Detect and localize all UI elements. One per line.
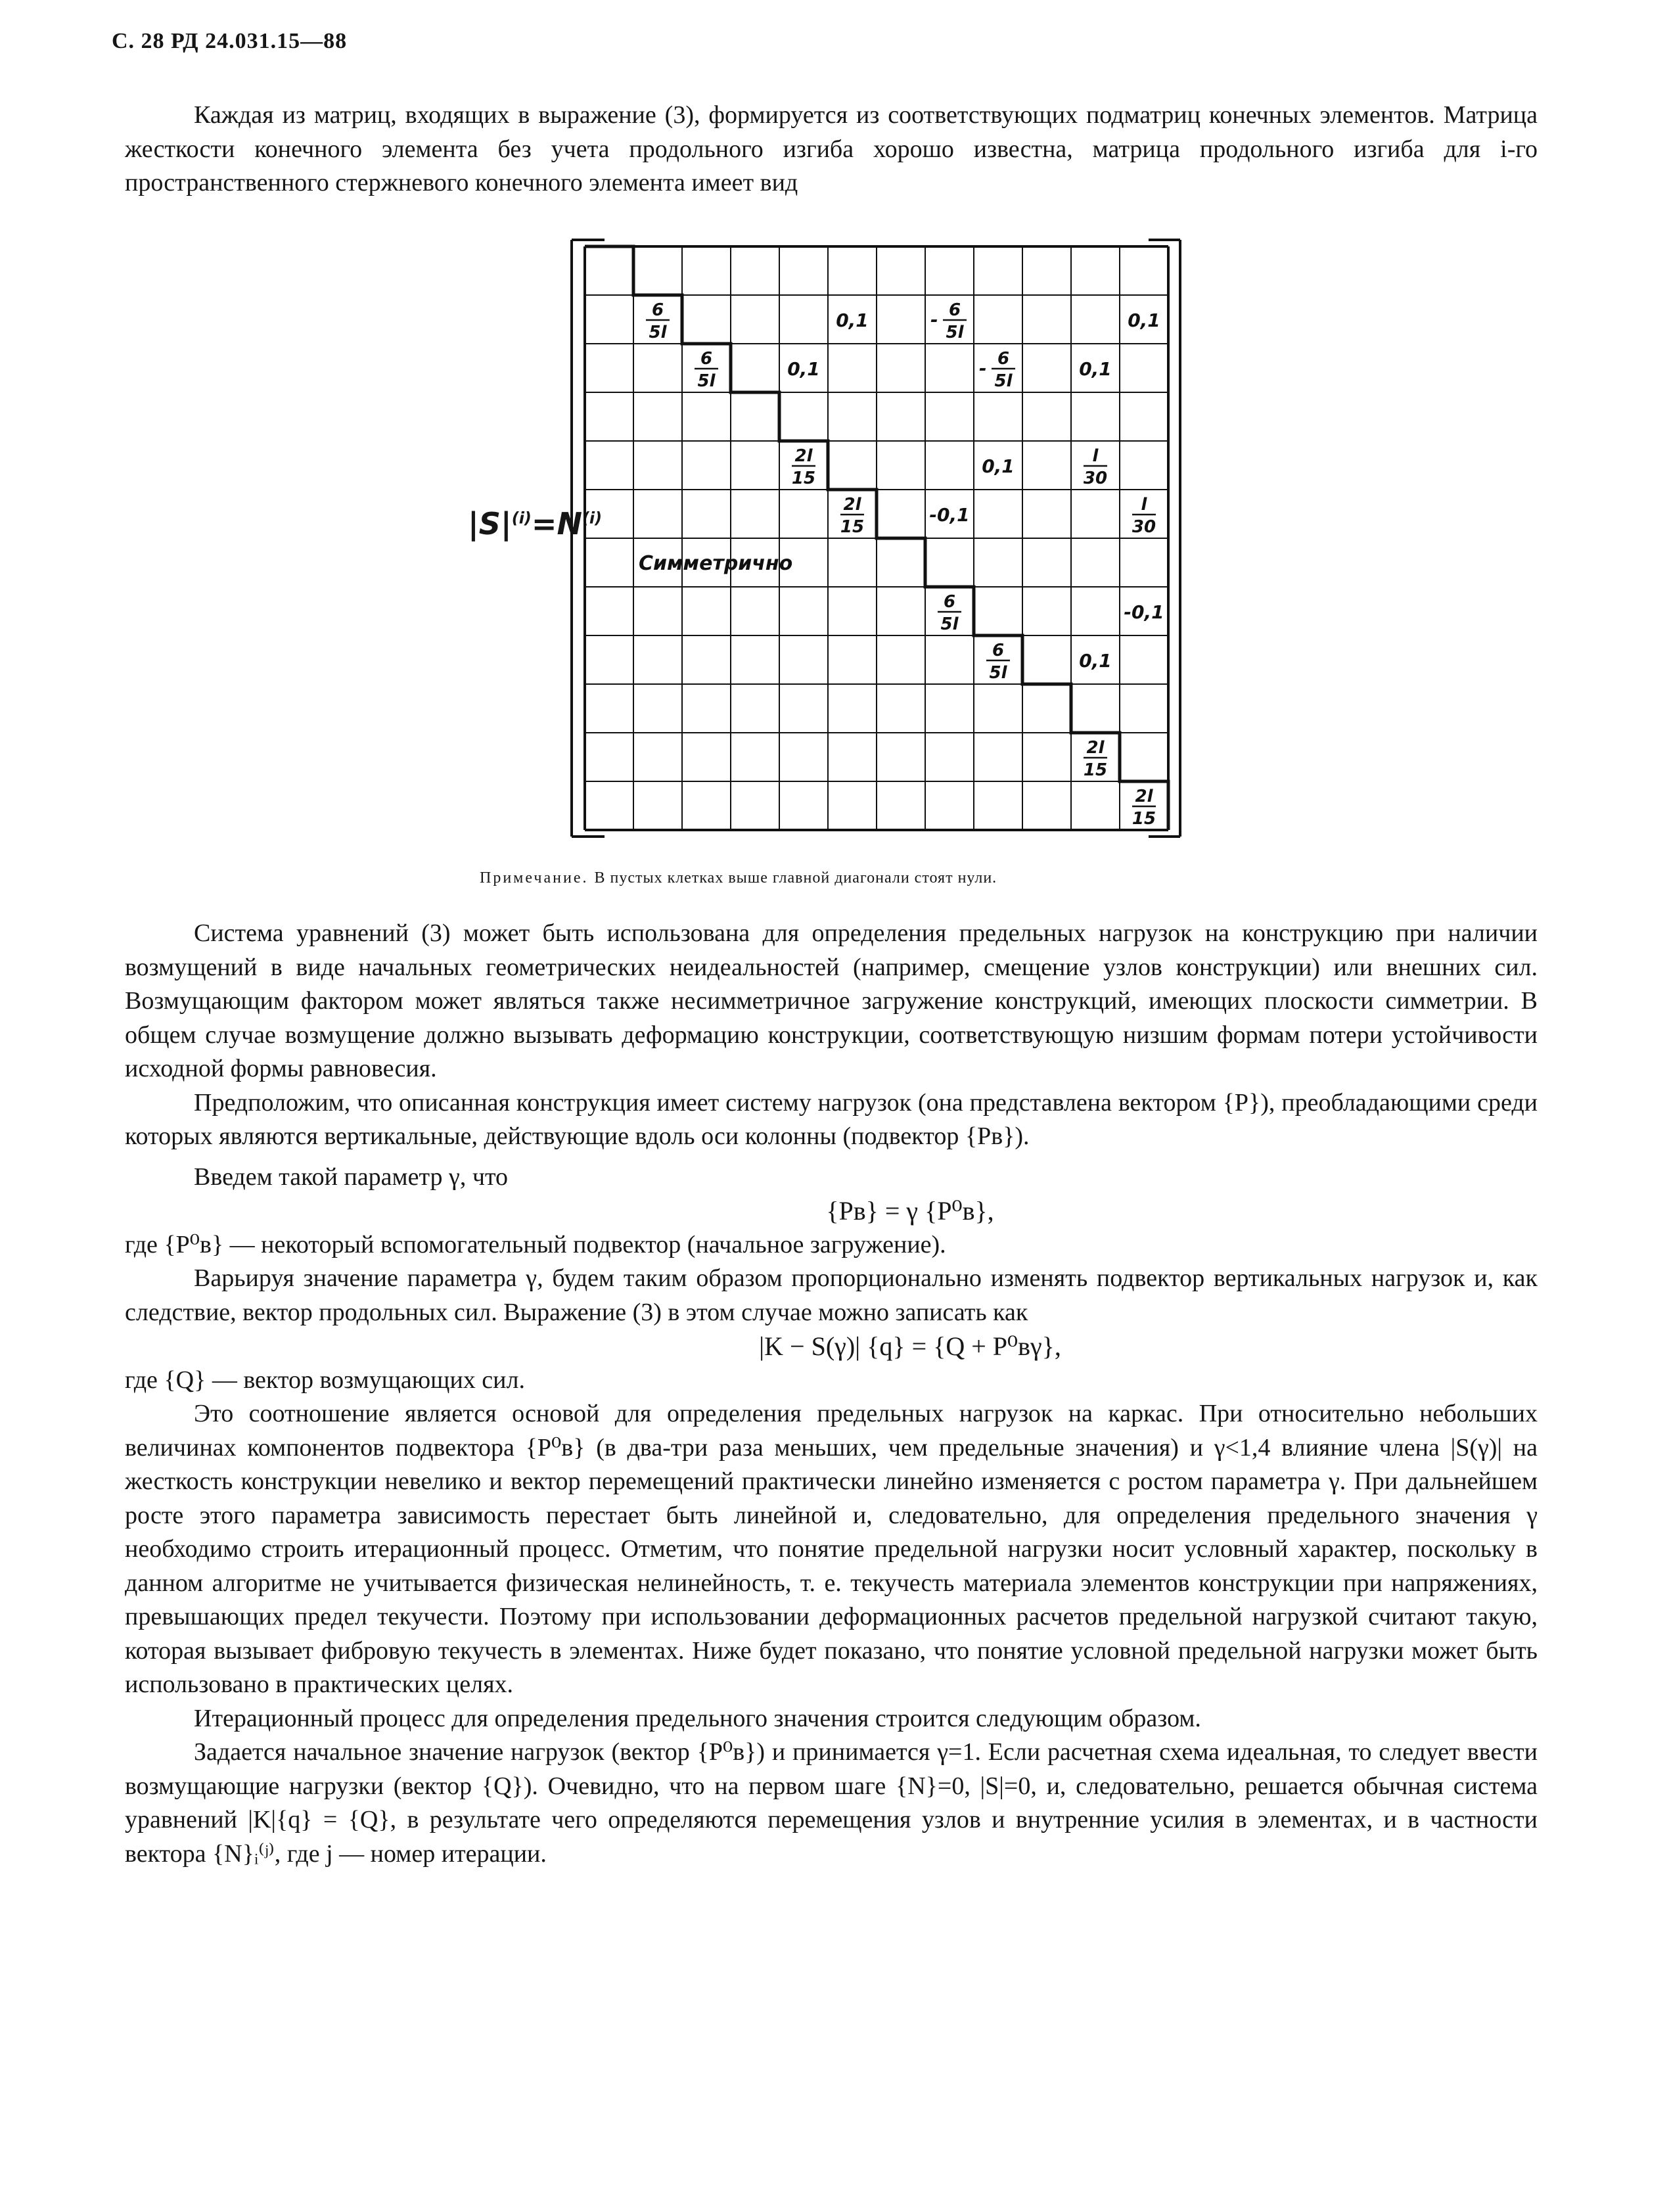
matrix-cell-value: 0,1 xyxy=(1079,358,1112,380)
fraction-numerator: l xyxy=(1092,446,1099,466)
matrix-cell-fraction xyxy=(646,300,670,342)
fraction-denominator: 15 xyxy=(791,469,816,488)
matrix-cell-value: -0,1 xyxy=(1124,601,1164,623)
matrix-label: $|S|^{(i)}=N^{(i)}$ xyxy=(468,506,603,541)
paragraph-system: Система уравнений (3) может быть использована для определения предельных нагрузок на конструкцию при наличии возмущений в виде начальных геометрических неидеальностей (например, смещение узлов конструкции) или внешних сил. Возмущающим фактором может являться также несимметричное загружение конструкций, имеющих плоскости симметрии. В общем случае возмущение должно вызывать деформацию конструкции, соответствующую низшим формам потери устойчивости исходной формы равновесия. xyxy=(125,919,1538,1082)
fraction-denominator: 15 xyxy=(840,517,865,537)
matrix-cell-fraction xyxy=(1132,787,1156,829)
matrix-cell-fraction xyxy=(1132,495,1156,537)
fraction-numerator: 2l xyxy=(843,495,861,515)
intro-paragraph: Каждая из матриц, входящих в выражение (3), формируется из соответствующих подматриц конечных элементов. Матрица жесткости конечного элемента без учета продольного изгиба хорошо известна, матрица продольного изгиба для i-го пространственного стержневого конечного элемента имеет вид xyxy=(125,101,1538,196)
minus-sign: - xyxy=(930,309,938,331)
matrix-cell-fraction xyxy=(840,495,864,537)
fraction-numerator: 6 xyxy=(997,349,1010,369)
fraction-denominator: 5l xyxy=(649,323,667,342)
fraction-denominator: 15 xyxy=(1083,760,1108,780)
fraction-denominator: 5l xyxy=(989,663,1007,683)
matrix-cell-value: 0,1 xyxy=(982,455,1015,477)
matrix-cell-fraction xyxy=(986,641,1010,683)
paragraph-assume: Предположим, что описанная конструкция имеет систему нагрузок (она представлена вектором {P}), преобладающими среди которых являются вертикальные, действующие вдоль оси колонны (подвектор {Pв}). xyxy=(125,1088,1538,1150)
stiffness-matrix-grid xyxy=(565,237,1183,854)
fraction-numerator: 6 xyxy=(948,300,961,320)
note-lead: Примечание. xyxy=(480,869,589,887)
fraction-numerator: 2l xyxy=(1086,738,1105,758)
matrix-cell-value: 0,1 xyxy=(836,310,869,331)
fraction-numerator: 2l xyxy=(1135,787,1153,806)
formula-1: {Pв} = γ {P⁰в}, xyxy=(826,1196,994,1226)
formula-2-note: где {Q} — вектор возмущающих сил. xyxy=(125,1366,525,1394)
matrix-cell-fraction xyxy=(695,349,718,391)
fraction-denominator: 30 xyxy=(1083,469,1108,488)
matrix-cell-value: 0,1 xyxy=(787,358,820,380)
fraction-denominator: 5l xyxy=(697,371,716,391)
fraction-numerator: 2l xyxy=(794,446,813,466)
formula-1-note: где {P⁰в} — некоторый вспомогательный подвектор (начальное загружение). xyxy=(125,1230,946,1258)
fraction-numerator: 6 xyxy=(943,592,956,612)
paragraph-param: Введем такой параметр γ, что xyxy=(194,1163,509,1191)
fraction-denominator: 5l xyxy=(994,371,1013,391)
formula-2: |K − S(γ)| {q} = {Q + P⁰вγ}, xyxy=(759,1331,1061,1361)
matrix-cell-fraction xyxy=(930,300,967,342)
minus-sign: - xyxy=(979,357,987,379)
fraction-denominator: 5l xyxy=(940,614,959,634)
matrix-cell-fraction xyxy=(938,592,961,634)
matrix-cell-fraction xyxy=(792,446,815,488)
paragraph-basis: Это соотношение является основой для определения предельных нагрузок на каркас. При относительно небольших величинах компонентов подвектора {P⁰в} (в два-три раза меньших, чем предельные значения) и γ<1,4 влияние члена |S(γ)| на жесткость конструкции невелико и вектор перемещений практически линейно изменяется с ростом параметра γ. При дальнейшем росте этого параметра зависимость перестает быть линейной и, следовательно, для определения предельного значения γ необходимо строить итерационный процесс. Отметим, что понятие предельной нагрузки носит условный характер, поскольку в данном алгоритме не учитывается физическая нелинейность, т. е. текучесть материала элементов конструкции при напряжениях, превышающих предел текучести. Поэтому при использовании деформационных расчетов предельной нагрузкой считают такую, которая вызывает фибровую текучесть в элементах. Ниже будет показано, что понятие условной предельной нагрузки может быть использовано в практических целях. xyxy=(125,1400,1538,1698)
fraction-numerator: 6 xyxy=(700,349,713,369)
main-text xyxy=(125,917,1538,1871)
fraction-denominator: 5l xyxy=(946,323,964,342)
paragraph-vary: Варьируя значение параметра γ, будем таким образом пропорционально изменять подвектор вертикальных нагрузок и, как следствие, вектор продольных сил. Выражение (3) в этом случае можно записать как xyxy=(125,1264,1538,1326)
fraction-numerator: l xyxy=(1141,495,1147,515)
paragraph-iteration: Итерационный процесс для определения предельного значения строится следующим образом. xyxy=(194,1704,1201,1732)
fraction-numerator: 6 xyxy=(992,641,1005,660)
page-header: С. 28 РД 24.031.15—88 xyxy=(112,29,348,53)
matrix-cell-value: 0,1 xyxy=(1079,650,1112,672)
matrix-note xyxy=(480,865,1202,891)
intro-block xyxy=(125,99,1538,200)
matrix-cell-value: 0,1 xyxy=(1128,310,1160,331)
symmetric-label: Симметрично xyxy=(639,552,793,575)
matrix-cell-fraction xyxy=(1084,446,1107,488)
matrix-cell-fraction xyxy=(979,349,1015,391)
matrix-cell-fraction xyxy=(1084,738,1107,780)
fraction-denominator: 15 xyxy=(1132,809,1156,829)
note-text: В пустых клетках выше главной диагонали стоят нули. xyxy=(594,869,997,887)
matrix-cell-value: -0,1 xyxy=(929,504,970,526)
fraction-numerator: 6 xyxy=(651,300,664,320)
paragraph-start: Задается начальное значение нагрузок (вектор {P⁰в}) и принимается γ=1. Если расчетная схема идеальная, то следует ввести возмущающие нагрузки (вектор {Q}). Очевидно, что на первом шаге {N}=0, |S|=0, и, следовательно, решается обычная система уравнений |K|{q} = {Q}, в результате чего определяются перемещения узлов и внутренние усилия в элементах, и в частности вектора {N}ᵢ⁽ʲ⁾, где j — номер итерации. xyxy=(125,1738,1538,1868)
fraction-denominator: 30 xyxy=(1132,517,1156,537)
